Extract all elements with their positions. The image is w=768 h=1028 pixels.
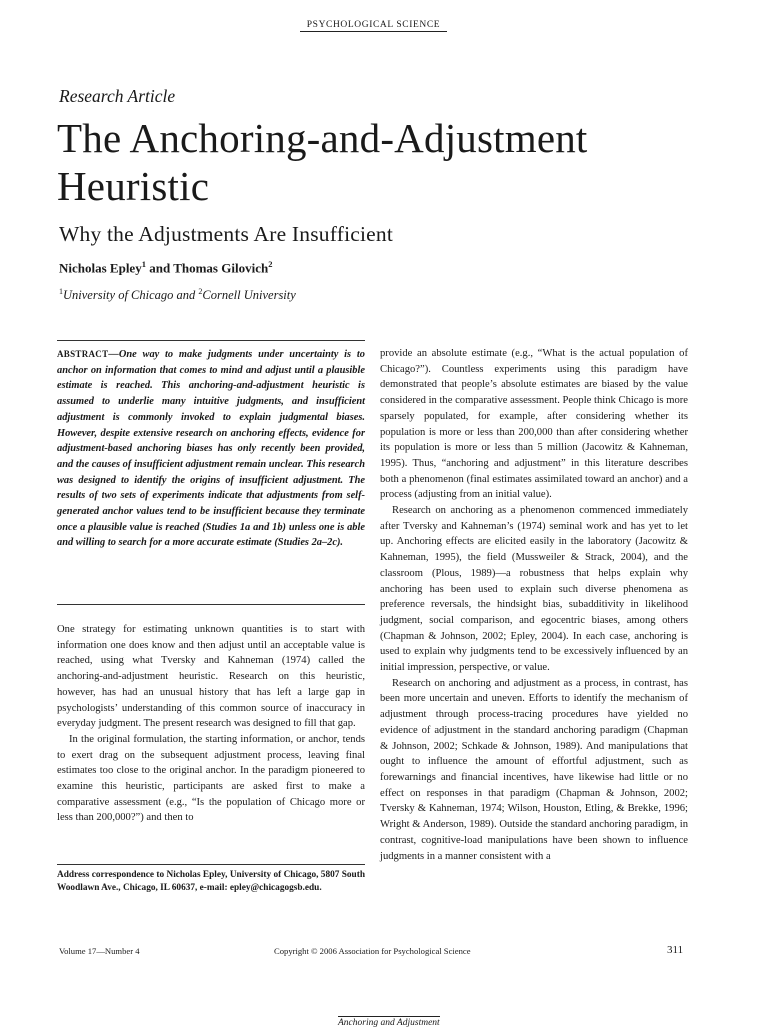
affiliation-marker: 2 xyxy=(268,259,273,269)
author-name: Thomas Gilovich xyxy=(173,260,269,276)
abstract-label: ABSTRACT xyxy=(57,349,109,359)
running-head: PSYCHOLOGICAL SCIENCE xyxy=(300,20,447,32)
author-name: Nicholas Epley xyxy=(59,260,142,276)
affiliation-marker: 1 xyxy=(141,259,146,269)
body-paragraph: Research on anchoring as a phenomenon commenced immediately after Tversky and Kahneman’s (1974) seminal work and has yet to let up. Anchoring effects are elicited easily in the laboratory (Jacowitz & Kahneman, 1995), the field (Mussweiler & Strack, 2004), and the classroom (Plous, 1989)—a robustness that helps explain why anchoring has been used to explain such diverse phenomena as preference reversals, the hindsight bias, subadditivity in likelihood judgment, social comparison, and egocentric biases, among others (Chapman & Johnson, 2002; Epley, 2004). In each case, anchoring is used to explain why judgments tend to be excessively influenced by an initial impression, perspective, or value. xyxy=(380,505,688,674)
abstract-bottom-rule xyxy=(57,604,365,605)
article-title: The Anchoring-and-Adjustment Heuristic xyxy=(57,115,588,209)
affiliation-name: Cornell University xyxy=(202,288,296,303)
abstract-text: —One way to make judgments under uncertainty is to anchor on information that comes to mind and adjust until a plausible estimate is reached. This anchoring-and-adjustment heuristic is assumed to underlie many intuitive judgments, and insufficient adjustment is commonly invoked to explain judgmental biases. However, despite extensive research on anchoring effects, evidence for adjustment-based anchoring biases has only recently been provided, and the causes of insufficient adjustment remain unclear. This research was designed to identify the origins of insufficient adjustment. The results of two sets of experiments indicate that adjustments from self-generated anchor values tend to be insufficient because they terminate once a plausible value is reached (Studies 1a and 1b) unless one is able and willing to search for a more accurate estimate (Studies 2a–2c). xyxy=(57,349,365,549)
footer-copyright: Copyright © 2006 Association for Psychological Science xyxy=(274,946,471,956)
affiliation-marker: 1 xyxy=(59,287,63,296)
body-column-right xyxy=(380,346,688,864)
body-paragraph: provide an absolute estimate (e.g., “What is the actual population of Chicago?”). Countless experiments using this paradigm have demonstrated that people’s absolute estimates are biased by the value considered in the comparative assessment. People think Chicago is more sparsely populated, for example, after considering whether its population is more or less than 200,000 than after considering whether its population is more or less than 5 million (Jacowitz & Kahneman, 1995). Thus, “anchoring and adjustment” in this literature describes both a phenomenon (final estimates assimilated toward an anchor) and a process (adjusting from an initial value). xyxy=(380,348,688,501)
article-subtitle: Why the Adjustments Are Insufficient xyxy=(59,222,394,246)
affiliation-line xyxy=(59,287,296,303)
abstract xyxy=(57,347,365,551)
article-type: Research Article xyxy=(59,86,176,106)
page-number: 311 xyxy=(667,944,684,956)
next-page-running-head: Anchoring and Adjustment xyxy=(338,1018,440,1028)
affiliation-name: University of Chicago xyxy=(63,288,174,303)
author-conjunction: and xyxy=(145,260,174,276)
body-paragraph: In the original formulation, the starting information, or anchor, tends to exert drag on the subsequent adjustment process, leaving final estimates too close to the original anchor. In the paradigm pioneered to examine this heuristic, participants are asked first to make a comparative assessment (e.g., “Is the population of Chicago more or less than 200,000?”) and then to xyxy=(57,733,365,824)
footnote-rule xyxy=(57,864,365,865)
body-paragraph: One strategy for estimating unknown quantities is to start with information one does know and then adjust until an acceptable value is reached, using what Tversky and Kahneman (1974) called the anchoring-and-adjustment heuristic. Research on this heuristic, however, has had an unusual history that has left a large gap in psychologists’ understanding of this common source of inaccuracy in everyday judgment. The present research was designed to fill that gap. xyxy=(57,624,365,730)
abstract-top-rule xyxy=(57,340,365,341)
body-paragraph: Research on anchoring and adjustment as a process, in contrast, has been more uncertain and uneven. Efforts to identify the mechanism of adjustment through process-tracing procedures have yielded no evidence of adjustment in the standard anchoring paradigm (Chapman & Johnson, 2002; Schkade & Johnson, 1989). And manipulations that ought to influence the amount of effortful adjustment, such as forewarnings and financial incentives, have likewise had little or no effect on responses in that paradigm (Chapman & Johnson, 2002; Tversky & Kahneman, 1974; Wilson, Houston, Etling, & Brekke, 1996; Wright & Anderson, 1989). Outside the standard anchoring paradigm, in contrast, cognitive-load manipulations have been shown to influence judgments in a manner consistent with a xyxy=(380,677,688,862)
affiliation-conjunction: and xyxy=(173,288,199,303)
affiliation-marker: 2 xyxy=(198,287,203,296)
author-line xyxy=(59,259,272,276)
body-column-left xyxy=(57,622,365,826)
footer-volume: Volume 17—Number 4 xyxy=(59,946,140,956)
correspondence-note: Address correspondence to Nicholas Epley, University of Chicago, 5807 South Woodlawn Ave., Chicago, IL 60637, e-mail: epley@chicagogsb.edu. xyxy=(57,870,365,893)
